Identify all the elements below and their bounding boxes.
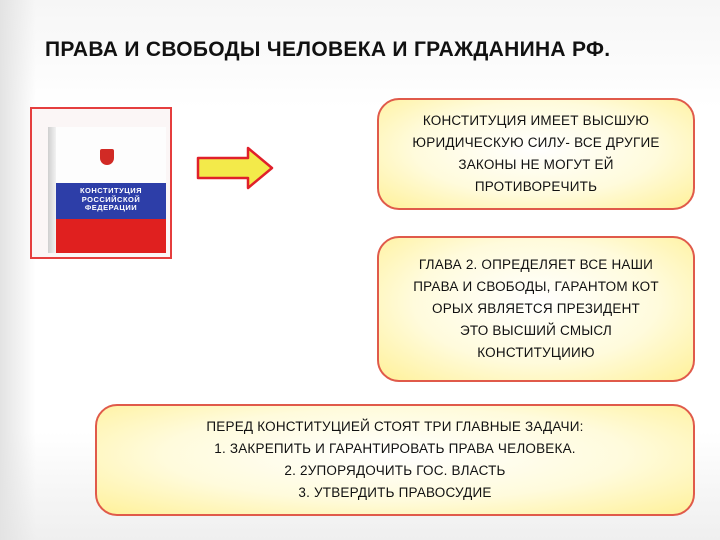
arrow-right-icon — [196, 146, 274, 190]
slide-title: ПРАВА И СВОБОДЫ ЧЕЛОВЕКА И ГРАЖДАНИНА РФ. — [45, 38, 611, 61]
flag-red-stripe — [56, 219, 166, 253]
box-line: ЭТО ВЫСШИЙ СМЫСЛ — [460, 323, 612, 338]
left-shadow — [0, 0, 36, 540]
box-line: 1. ЗАКРЕПИТЬ И ГАРАНТИРОВАТЬ ПРАВА ЧЕЛОВЕКА. — [214, 441, 576, 456]
main-tasks-box — [95, 404, 695, 516]
box-line: ПРАВА И СВОБОДЫ, ГАРАНТОМ КОТ — [413, 279, 659, 294]
box-line: ЗАКОНЫ НЕ МОГУТ ЕЙ — [458, 157, 614, 172]
book-icon — [48, 127, 166, 253]
cover-line: ФЕДЕРАЦИИ — [84, 203, 138, 212]
box-line: ОРЫХ ЯВЛЯЕТСЯ ПРЕЗИДЕНТ — [432, 301, 640, 316]
box-line: ЮРИДИЧЕСКУЮ СИЛУ- ВСЕ ДРУГИЕ — [412, 135, 660, 150]
coat-of-arms-icon — [100, 149, 114, 165]
box-line: ПРОТИВОРЕЧИТЬ — [474, 179, 598, 194]
box-line: 2. 2УПОРЯДОЧИТЬ ГОС. ВЛАСТЬ — [284, 463, 506, 478]
book-cover-title — [62, 187, 160, 213]
box-line: ГЛАВА 2. ОПРЕДЕЛЯЕТ ВСЕ НАШИ — [418, 257, 654, 272]
cover-line: КОНСТИТУЦИЯ — [79, 186, 143, 195]
box-line: КОНСТИТУЦИЯ ИМЕЕТ ВЫСШУЮ — [422, 113, 650, 128]
constitution-book-image — [30, 107, 172, 259]
box-line: КОНСТИТУЦИИЮ — [477, 345, 595, 360]
chapter-two-box — [377, 236, 695, 382]
supreme-law-box — [377, 98, 695, 210]
box-line: ПЕРЕД КОНСТИТУЦИЕЙ СТОЯТ ТРИ ГЛАВНЫЕ ЗАДАЧИ: — [206, 419, 584, 434]
cover-line: РОССИЙСКОЙ — [81, 194, 141, 204]
box-line: 3. УТВЕРДИТЬ ПРАВОСУДИЕ — [298, 485, 492, 500]
book-spine — [48, 127, 56, 253]
